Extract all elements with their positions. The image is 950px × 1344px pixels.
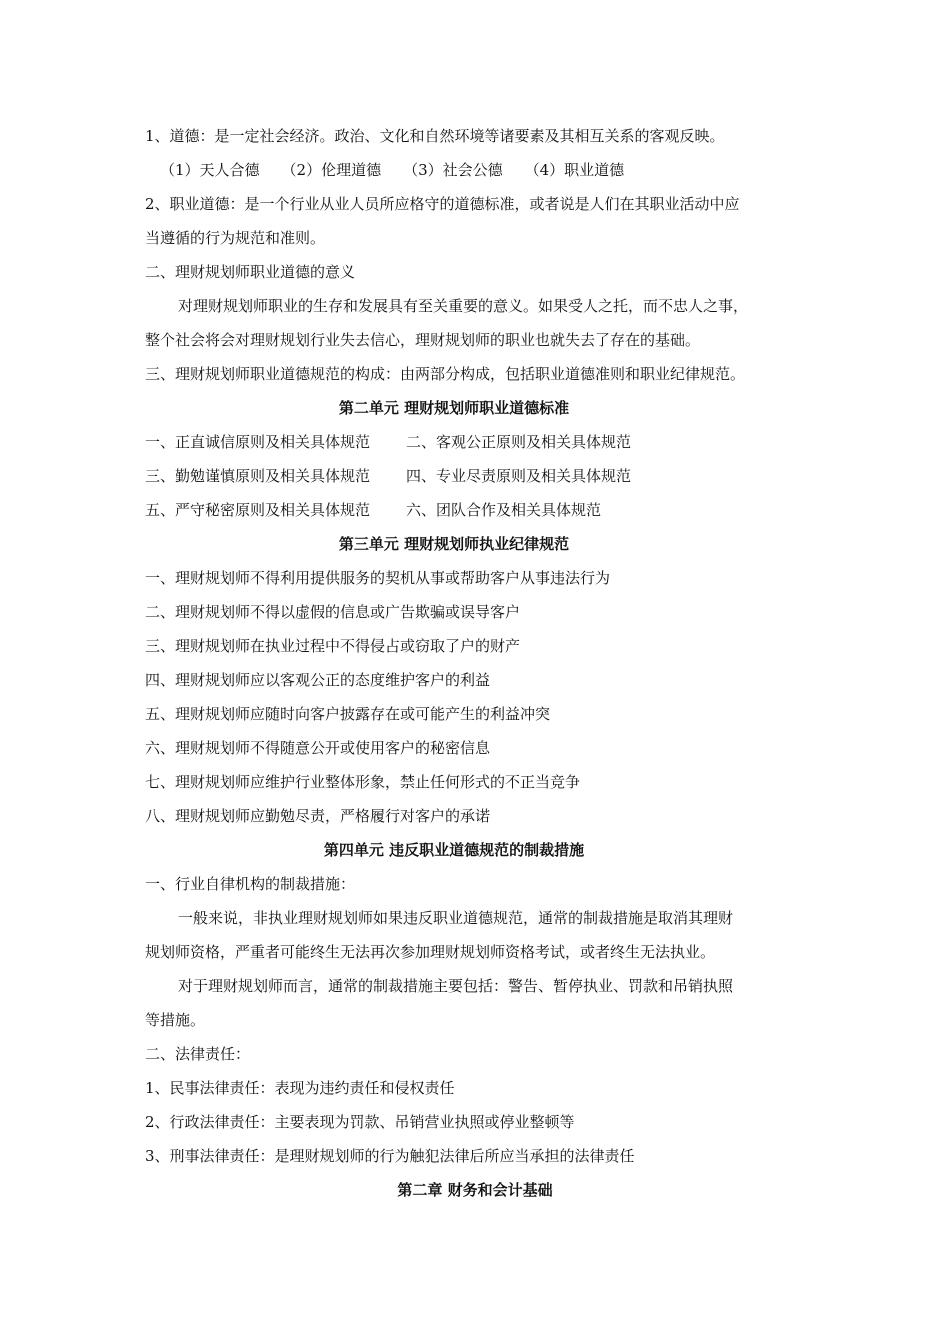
rule-item-7: 七、理财规划师应维护行业整体形象，禁止任何形式的不正当竞争 xyxy=(145,773,581,791)
principles-row-1 xyxy=(145,432,631,452)
section-composition: 三、理财规划师职业道德规范的构成：由两部分构成，包括职业道德准则和职业纪律规范。 xyxy=(145,365,746,383)
principles-row-2 xyxy=(145,466,631,486)
paragraph-sanctions-non-practicing-cont: 规划师资格，严重者可能终生无法再次参加理财规划师资格考试，或者终生无法执业。 xyxy=(145,943,716,961)
rule-item-8: 八、理财规划师应勤勉尽责，严格履行对客户的承诺 xyxy=(145,807,491,825)
paragraph-significance: 对理财规划师职业的生存和发展具有至关重要的意义。如果受人之托，而不忠人之事， xyxy=(178,297,749,315)
unit-three-heading: 第三单元 理财规划师执业纪律规范 xyxy=(338,535,570,553)
principle-3: 三、勤勉谨慎原则及相关具体规范 xyxy=(145,467,371,485)
section-significance: 二、理财规划师职业道德的意义 xyxy=(145,263,356,281)
rule-item-2: 二、理财规划师不得以虚假的信息或广告欺骗或误导客户 xyxy=(145,603,521,621)
unit-four-heading: 第四单元 违反职业道德规范的制裁措施 xyxy=(323,841,585,859)
morality-type-4: （4）职业道德 xyxy=(524,161,625,179)
morality-types-row xyxy=(160,160,624,180)
principle-4: 四、专业尽责原则及相关具体规范 xyxy=(406,467,632,485)
liability-criminal: 3、刑事法律责任：是理财规划师的行为触犯法律后所应当承担的法律责任 xyxy=(145,1147,635,1165)
rule-item-5: 五、理财规划师应随时向客户披露存在或可能产生的利益冲突 xyxy=(145,705,551,723)
principle-5: 五、严守秘密原则及相关具体规范 xyxy=(145,501,371,519)
rule-item-1: 一、理财规划师不得利用提供服务的契机从事或帮助客户从事违法行为 xyxy=(145,569,611,587)
morality-type-3: （3）社会公德 xyxy=(403,161,503,179)
morality-type-1: （1）天人合德 xyxy=(160,161,260,179)
principle-6: 六、团队合作及相关具体规范 xyxy=(406,501,602,519)
principles-row-3 xyxy=(145,500,601,520)
rule-item-6: 六、理财规划师不得随意公开或使用客户的秘密信息 xyxy=(145,739,491,757)
section-self-regulation: 一、行业自律机构的制裁措施： xyxy=(145,875,356,893)
liability-civil: 1、民事法律责任：表现为违约责任和侵权责任 xyxy=(145,1079,455,1097)
paragraph-sanctions-practicing-cont: 等措施。 xyxy=(145,1011,206,1029)
principle-1: 一、正直诚信原则及相关具体规范 xyxy=(145,433,371,451)
paragraph-professional-ethics: 2、职业道德：是一个行业从业人员所应格守的道德标准，或者说是人们在其职业活动中应 xyxy=(145,195,740,213)
section-legal-liability: 二、法律责任： xyxy=(145,1045,251,1063)
paragraph-professional-ethics-cont: 当遵循的行为规范和准则。 xyxy=(145,229,326,247)
principle-2: 二、客观公正原则及相关具体规范 xyxy=(406,433,632,451)
rule-item-4: 四、理财规划师应以客观公正的态度维护客户的利益 xyxy=(145,671,491,689)
rule-item-3: 三、理财规划师在执业过程中不得侵占或窃取了户的财产 xyxy=(145,637,521,655)
liability-administrative: 2、行政法律责任：主要表现为罚款、吊销营业执照或停业整顿等 xyxy=(145,1113,575,1131)
paragraph-morality-definition: 1、道德：是一定社会经济。政治、文化和自然环境等诸要素及其相互关系的客观反映。 xyxy=(145,127,725,145)
unit-two-heading: 第二单元 理财规划师职业道德标准 xyxy=(338,399,570,417)
paragraph-sanctions-non-practicing: 一般来说，非执业理财规划师如果违反职业道德规范，通常的制裁措施是取消其理财 xyxy=(178,909,734,927)
morality-type-2: （2）伦理道德 xyxy=(281,161,382,179)
paragraph-significance-cont: 整个社会将会对理财规划行业失去信心，理财规划师的职业也就失去了存在的基础。 xyxy=(145,331,701,349)
chapter-two-heading: 第二章 财务和会计基础 xyxy=(397,1181,553,1199)
paragraph-sanctions-practicing: 对于理财规划师而言，通常的制裁措施主要包括：警告、暂停执业、罚款和吊销执照 xyxy=(178,977,734,995)
